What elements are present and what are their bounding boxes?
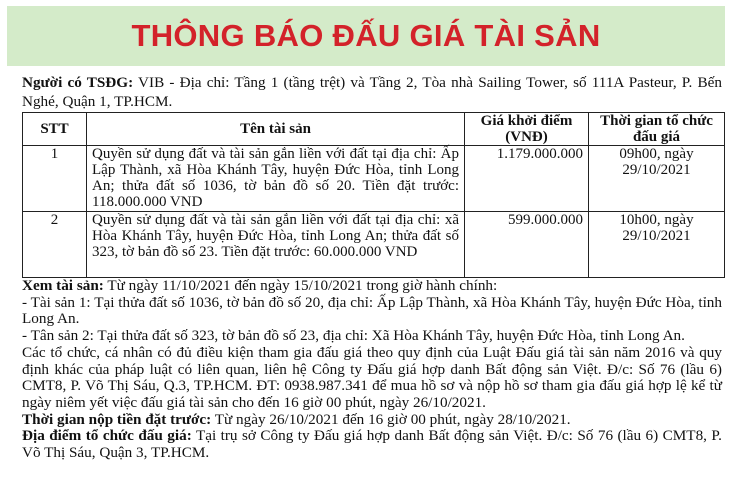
viewing-item-2: - Tân sản 2: Tại thửa đất số 323, tờ bản đồ số 23, địa chỉ: Xã Hòa Khánh Tây, huyện Đức Hòa, tỉnh Long An.: [22, 327, 685, 345]
table-header-row: [23, 113, 725, 146]
owner-label: Người có TSĐG:: [22, 74, 134, 91]
deposit-paragraph: [22, 412, 722, 429]
viewing-item-1: - Tài sản 1: Tại thửa đất số 1036, tờ bản đồ số 20, địa chỉ: Ấp Lập Thành, xã Hòa Khánh Tây, huyện Đức Hòa, tỉnh Long An.: [22, 293, 722, 328]
deposit-text: Từ ngày 26/10/2021 đến 16 giờ 00 phút, ngày 28/10/2021.: [211, 410, 571, 428]
row-stt: 2: [23, 212, 87, 278]
header-time: Thời gian tổ chức đấu giá: [589, 113, 725, 146]
venue-paragraph: [22, 428, 722, 461]
row-name: Quyền sử dụng đất và tài sản gắn liền với đất tại địa chỉ: xã Hòa Khánh Tây, huyện Đức Hòa, tỉnh Long An; thửa đất số 323, tờ bản đồ số 23. Tiền đặt trước: 60.000.000 VND: [87, 212, 465, 278]
row-time: 09h00, ngày 29/10/2021: [589, 146, 725, 212]
assets-table: [22, 112, 725, 278]
participation-paragraph: Các tổ chức, cá nhân có đủ điều kiện tham gia đấu giá theo quy định của Luật Đấu giá tài sản năm 2016 và quy định khác của pháp luật có liên quan, liên hệ Công ty Đấu giá hợp danh Bất động sản Việt. Đ/c: Số 76 (lầu 6) CMT8, P. Võ Thị Sáu, Q.3, TP.HCM. ĐT: 0938.987.341 để mua hồ sơ và nộp hồ sơ tham gia đấu giá hợp lệ kể từ ngày niêm yết việc đấu giá tài sản cho đến 16 giờ 00 phút, ngày 26/10/2021.: [22, 343, 722, 411]
venue-text: Tại trụ sở Công ty Đấu giá hợp danh Bất động sản Việt. Đ/c: Số 76 (lầu 6) CMT8, P. Võ Thị Sáu, Quận 3, TP.HCM.: [22, 427, 722, 462]
title-banner: [7, 6, 725, 66]
row-stt: 1: [23, 146, 87, 212]
header-price: Giá khởi điểm (VNĐ): [465, 113, 589, 146]
notice-title: THÔNG BÁO ĐẤU GIÁ TÀI SẢN: [131, 18, 601, 53]
table-row: [23, 146, 725, 212]
row-name: Quyền sử dụng đất và tài sản gắn liền với đất tại địa chỉ: Ấp Lập Thành, xã Hòa Khánh Tây, huyện Đức Hòa, tỉnh Long An; thửa đất số 1036, tờ bản đồ số 20. Tiền đặt trước: 118.000.000 VND: [87, 146, 465, 212]
deposit-label: Thời gian nộp tiền đặt trước:: [22, 410, 212, 428]
venue-label: Địa điểm tổ chức đấu giá:: [22, 427, 192, 445]
row-time: 10h00, ngày 29/10/2021: [589, 212, 725, 278]
notice-details: [22, 278, 722, 462]
owner-text: VIB - Địa chỉ: Tầng 1 (tầng trệt) và Tầng 2, Tòa nhà Sailing Tower, số 111A Pasteur, P. Bến Nghé, Quận 1, TP.HCM.: [22, 74, 722, 110]
row-price: 1.179.000.000: [465, 146, 589, 212]
viewing-label: Xem tài sản:: [22, 277, 104, 294]
header-name: Tên tài sản: [87, 113, 465, 146]
viewing-paragraph: [22, 278, 722, 295]
owner-paragraph: [22, 73, 722, 111]
table-row: [23, 212, 725, 278]
header-stt: STT: [23, 113, 87, 146]
viewing-text: Từ ngày 11/10/2021 đến ngày 15/10/2021 trong giờ hành chính:: [103, 277, 498, 294]
row-price: 599.000.000: [465, 212, 589, 278]
